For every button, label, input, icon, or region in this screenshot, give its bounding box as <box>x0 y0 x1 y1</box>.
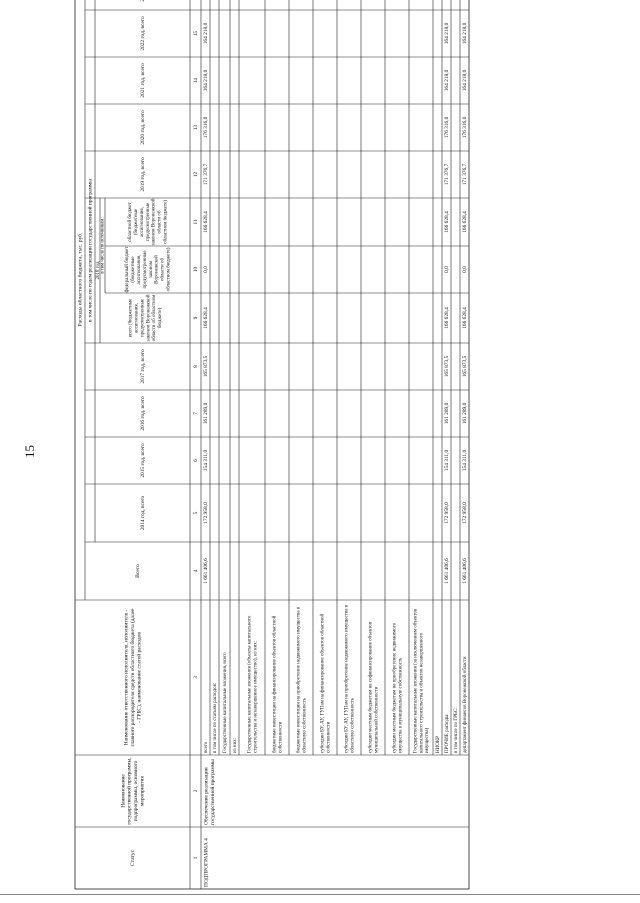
row-label: ПРОЧИЕ расходы <box>444 714 450 753</box>
row-value: 1 661 406,6 <box>443 558 450 584</box>
row-value: 154 311,0 <box>202 449 209 472</box>
column-number: 4 <box>192 569 199 573</box>
row-label: субсидии БУ, АУ, ГУПам на финансирование объектов областнойсобственности <box>320 613 332 753</box>
header-y2018: 2018 год <box>95 261 101 280</box>
row-value: 172 958,0 <box>461 502 468 524</box>
column-number: 12 <box>192 171 199 178</box>
budget-table <box>75 9 615 889</box>
header-y2023 <box>140 0 146 2</box>
row-value: 176 316,0 <box>202 116 209 139</box>
header-by-years: в том числе по годам реализации государственной программы <box>87 179 94 322</box>
column-number: 11 <box>192 219 199 225</box>
row-label: субсидии БУ, АУ, ГУПам на приобретение недвижимого имущества вобластную собственность <box>344 604 356 753</box>
row-label: из них: <box>232 737 238 753</box>
header-y2018-regional: областной бюджет(бюджетныеассигнования,предусмотренныезаконом Воронежскойобласти обобластном бюджете) <box>128 198 169 246</box>
column-number: 13 <box>192 124 199 131</box>
row-value: 165 873,5 <box>202 355 209 378</box>
row-value: 161 289,0 <box>202 402 209 425</box>
row-label: бюджетные инвестиции на приобретение недвижимого имущества вобластную собственность <box>296 606 308 753</box>
column-number: 8 <box>192 365 199 368</box>
header-y2016: 2016 год, всего <box>139 396 146 431</box>
row-value: 166 628,4 <box>202 211 209 233</box>
row-label: всего <box>203 741 209 753</box>
row-label: субсидии местным бюджетам на софинансирование объектовмуниципальной собственности <box>368 621 380 753</box>
subprogram-name: Обеспечение реализациигосударственной программы <box>203 759 216 825</box>
header-y2018-total: всего (бюджетныеассигнования,предусмотренныезаконом Воронежскойобласти об областномбюджете) <box>128 294 164 342</box>
column-number: 3 <box>192 676 199 679</box>
row-value: 154 311,0 <box>443 449 450 472</box>
row-value: 1 661 406,6 <box>461 558 468 584</box>
row-value: 1 661 406,6 <box>202 558 209 584</box>
row-label: НИОКР <box>435 736 441 753</box>
column-number: 2 <box>192 789 199 793</box>
header-y2014: 2014 год, всего <box>139 495 146 531</box>
header-y2018-sources: в том числе по источникам: <box>100 217 106 274</box>
row-value: 164 218,0 <box>461 22 468 45</box>
row-value: 171 376,7 <box>443 163 450 186</box>
row-value: 166 628,4 <box>461 211 468 233</box>
row-value: 166 628,4 <box>443 211 450 233</box>
row-value: 164 218,0 <box>461 69 468 92</box>
row-label: Государственные капитальные вложения (объекты капитальногостроительства и незавершенное имущество), из них: <box>247 615 259 753</box>
row-label: Государственные капитальные вложения, всего <box>222 652 228 753</box>
column-number: 10 <box>192 266 199 273</box>
row-value: 165 873,5 <box>443 355 450 378</box>
header-y2022: 2022 год, всего <box>139 16 146 51</box>
table-frame <box>75 0 469 889</box>
column-number: 5 <box>192 511 199 515</box>
header-program-name: Наименованиегосударственной программы,подпрограммы, основногомероприятия <box>120 757 146 825</box>
column-number: 1 <box>192 856 199 860</box>
row-value: 165 873,5 <box>461 355 468 378</box>
header-y2018-federal: федеральный бюджет(бюджетныеассигнования,предусмотренныезакономВоронежскойобласти обобластном бюджете) <box>125 246 172 293</box>
row-value: 176 316,0 <box>443 116 450 139</box>
header-total: Всего <box>134 564 141 578</box>
row-value: 0,0 <box>443 266 450 273</box>
row-value: 172 958,0 <box>443 502 450 524</box>
row-label: бюджетные инвестиции на финансирование объектов областнойсобственности <box>272 615 284 753</box>
row-value: 166 628,4 <box>202 307 209 329</box>
header-y2017: 2017 год, всего <box>139 349 146 384</box>
row-value: 0,0 <box>202 266 209 273</box>
row-value: 166 628,4 <box>461 307 468 329</box>
header-status: Статус <box>129 849 136 867</box>
column-number: 6 <box>192 459 199 462</box>
header-y2021: 2021 год, всего <box>139 63 146 98</box>
row-value: 164 218,0 <box>202 22 209 45</box>
row-label: департамент финансов Воронежской области <box>462 656 468 753</box>
row-label: в том числе по ГРБС: <box>453 707 459 753</box>
row-value: 171 376,7 <box>461 163 468 186</box>
column-number: 9 <box>192 316 199 320</box>
page-number: 15 <box>22 445 37 458</box>
row-value: 171 376,7 <box>202 163 209 186</box>
column-number: 14 <box>192 77 199 84</box>
subprogram-status: ПОДПРОГРАММА 4 <box>203 838 210 887</box>
header-y2015: 2015 год, всего <box>139 443 146 478</box>
header-y2020: 2020 год, всего <box>139 110 146 145</box>
header-y2019: 2019 год, всего <box>139 157 146 192</box>
row-label: в том числе по статьям расходов: <box>212 682 218 753</box>
header-executor: Наименование ответственного исполнителя, исполнителя -главного распорядителя средств областного бюджета (далее- ГРБС), наименование статей расходов <box>123 608 143 747</box>
row-value: 161 289,0 <box>443 402 450 425</box>
row-value: 164 218,0 <box>443 22 450 45</box>
row-label: субсидии местным бюджетам на приобретение недвижимогоимущества в муниципальную собственность <box>392 622 404 753</box>
row-label: Государственные капитальные вложения (за исключением объектовкапитального строительства и объектов незавершенногоимущества) <box>413 608 431 753</box>
column-number: 15 <box>192 30 199 37</box>
row-value: 161 289,0 <box>461 402 468 425</box>
row-value: 166 628,4 <box>443 307 450 329</box>
row-value: 154 311,0 <box>461 449 468 472</box>
column-number: 7 <box>192 412 199 415</box>
page-bottom-rule <box>0 894 640 895</box>
row-value: 0,0 <box>461 266 468 273</box>
row-value: 172 958,0 <box>202 502 209 524</box>
row-value: 164 218,0 <box>443 69 450 92</box>
row-value: 164 218,0 <box>202 69 209 92</box>
header-expenses-group: Расходы областного бюджета, тыс. руб. <box>77 232 84 327</box>
row-value: 176 316,0 <box>461 116 468 139</box>
